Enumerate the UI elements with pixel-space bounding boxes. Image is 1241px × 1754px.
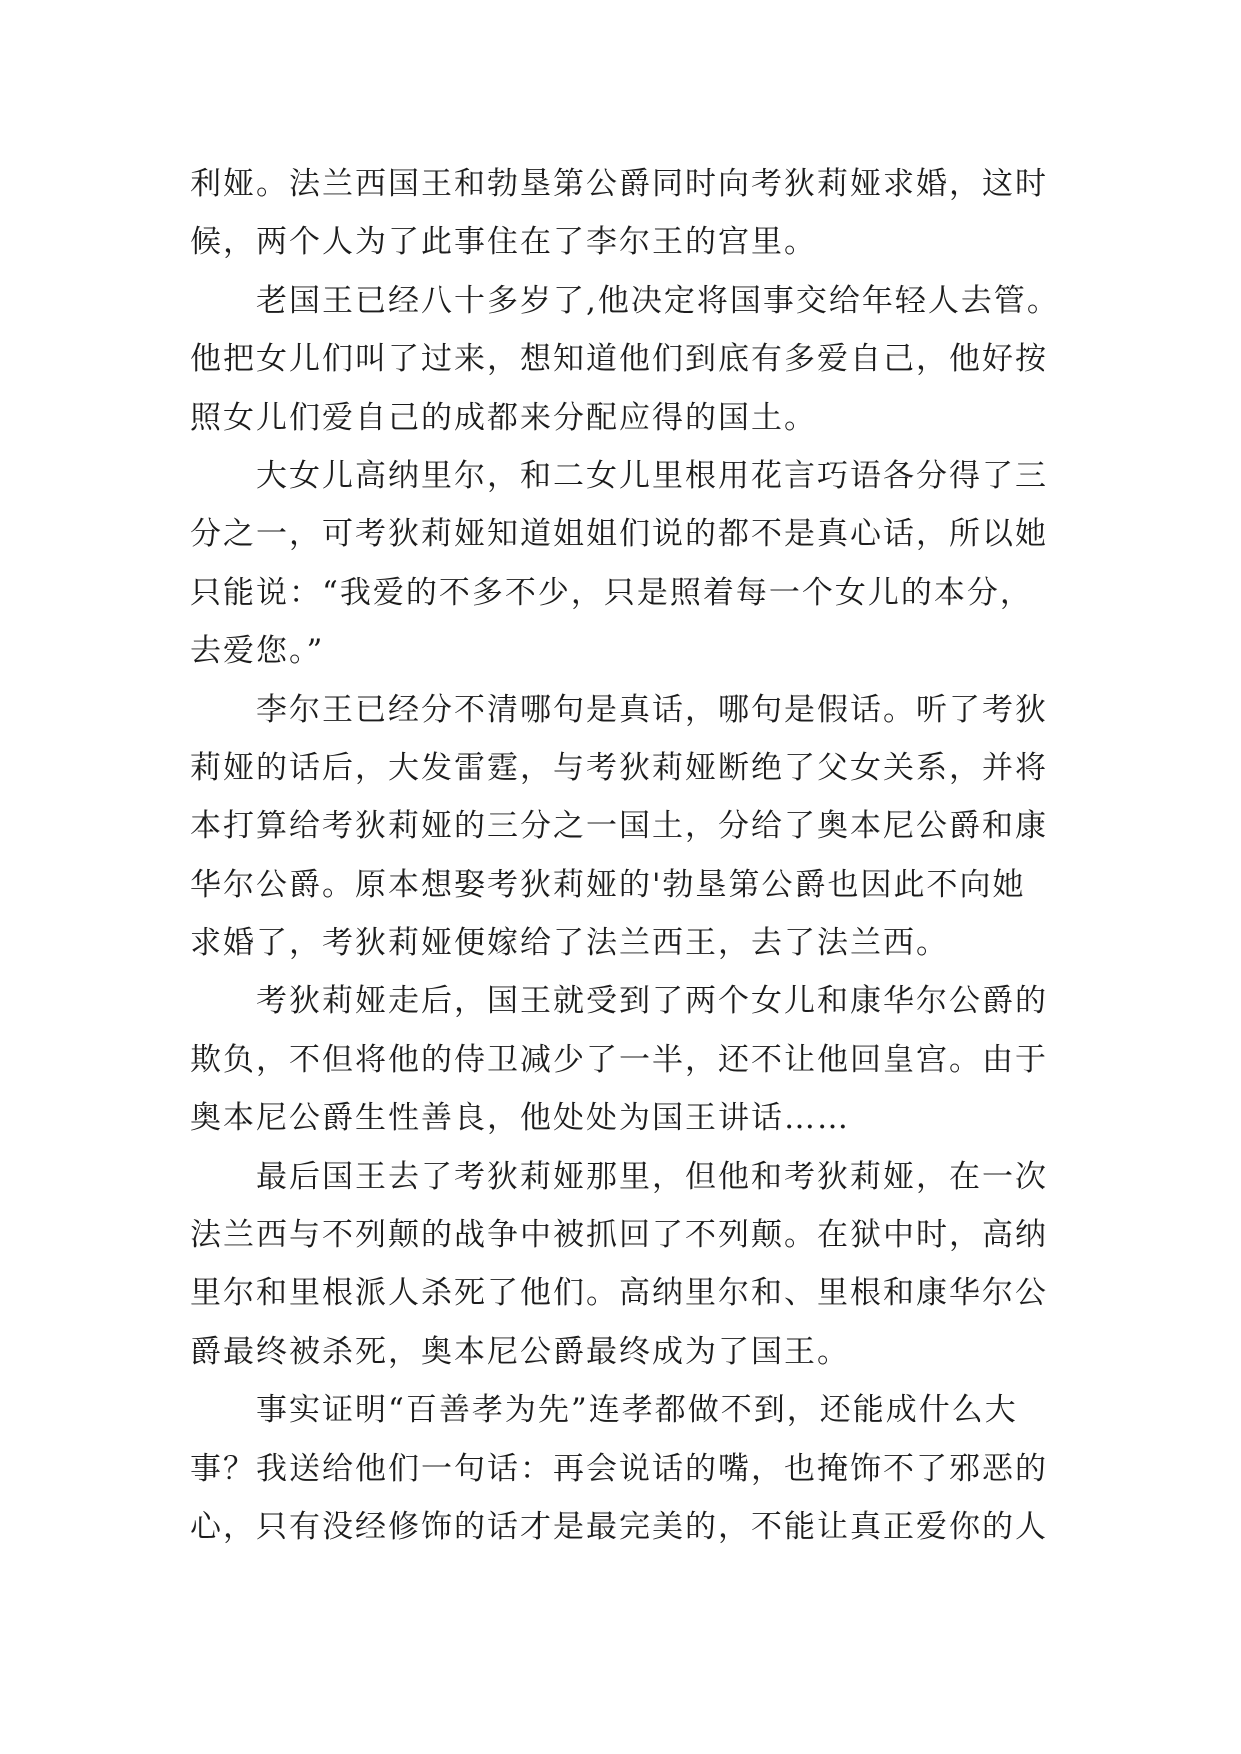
paragraph (190, 447, 1070, 681)
text-line: 去爱您。” (190, 633, 325, 670)
text-line: 奥本尼公爵生性善良，他处处为国王讲话…… (190, 1100, 850, 1137)
text-line: 里尔和里根派人杀死了他们。高纳里尔和、里根和康华尔公 (190, 1275, 1048, 1312)
text-line: 本打算给考狄莉娅的三分之一国土，分给了奥本尼公爵和康 (190, 808, 1048, 845)
text-line: 李尔王已经分不清哪句是真话，哪句是假话。听了考狄 (256, 691, 1048, 728)
paragraph (190, 681, 1070, 973)
paragraph (190, 972, 1070, 1147)
text-line: 事？我送给他们一句话：再会说话的嘴，也掩饰不了邪恶的 (190, 1450, 1048, 1487)
text-line: 分之一，可考狄莉娅知道姐姐们说的都不是真心话，所以她 (190, 516, 1048, 553)
text-line: 莉娅的话后，大发雷霆，与考狄莉娅断绝了父女关系，并将 (190, 749, 1048, 786)
text-line: 老国王已经八十多岁了,他决定将国事交给年轻人去管。 (256, 282, 1060, 319)
text-line: 事实证明“百善孝为先”连孝都做不到，还能成什么大 (256, 1392, 1018, 1429)
paragraph (190, 155, 1070, 272)
text-line: 候，两个人为了此事住在了李尔王的宫里。 (190, 224, 817, 261)
text-line: 最后国王去了考狄莉娅那里，但他和考狄莉娅，在一次 (256, 1158, 1048, 1195)
text-line: 利娅。法兰西国王和勃垦第公爵同时向考狄莉娅求婚，这时 (190, 166, 1048, 202)
text-line: 照女儿们爱自己的成都来分配应得的国土。 (190, 399, 817, 436)
text-line: 华尔公爵。原本想娶考狄莉娅的'勃垦第公爵也因此不向她 (190, 866, 1026, 903)
text-line: 只能说：“我爱的不多不少，只是照着每一个女儿的本分， (190, 574, 1033, 611)
paragraph (190, 272, 1070, 447)
paragraph (190, 1148, 1070, 1382)
text-line: 欺负，不但将他的侍卫减少了一半，还不让他回皇宫。由于 (190, 1041, 1048, 1078)
paragraph (190, 1381, 1070, 1556)
text-line: 考狄莉娅走后，国王就受到了两个女儿和康华尔公爵的 (256, 983, 1048, 1020)
text-line: 他把女儿们叫了过来，想知道他们到底有多爱自己，他好按 (190, 341, 1048, 378)
text-line: 大女儿高纳里尔，和二女儿里根用花言巧语各分得了三 (256, 457, 1048, 494)
document-body (190, 155, 1070, 1556)
text-line: 爵最终被杀死，奥本尼公爵最终成为了国王。 (190, 1333, 850, 1370)
text-line: 求婚了，考狄莉娅便嫁给了法兰西王，去了法兰西。 (190, 925, 949, 962)
text-line: 心，只有没经修饰的话才是最完美的，不能让真正爱你的人 (190, 1508, 1048, 1545)
text-line: 法兰西与不列颠的战争中被抓回了不列颠。在狱中时，高纳 (190, 1217, 1048, 1254)
